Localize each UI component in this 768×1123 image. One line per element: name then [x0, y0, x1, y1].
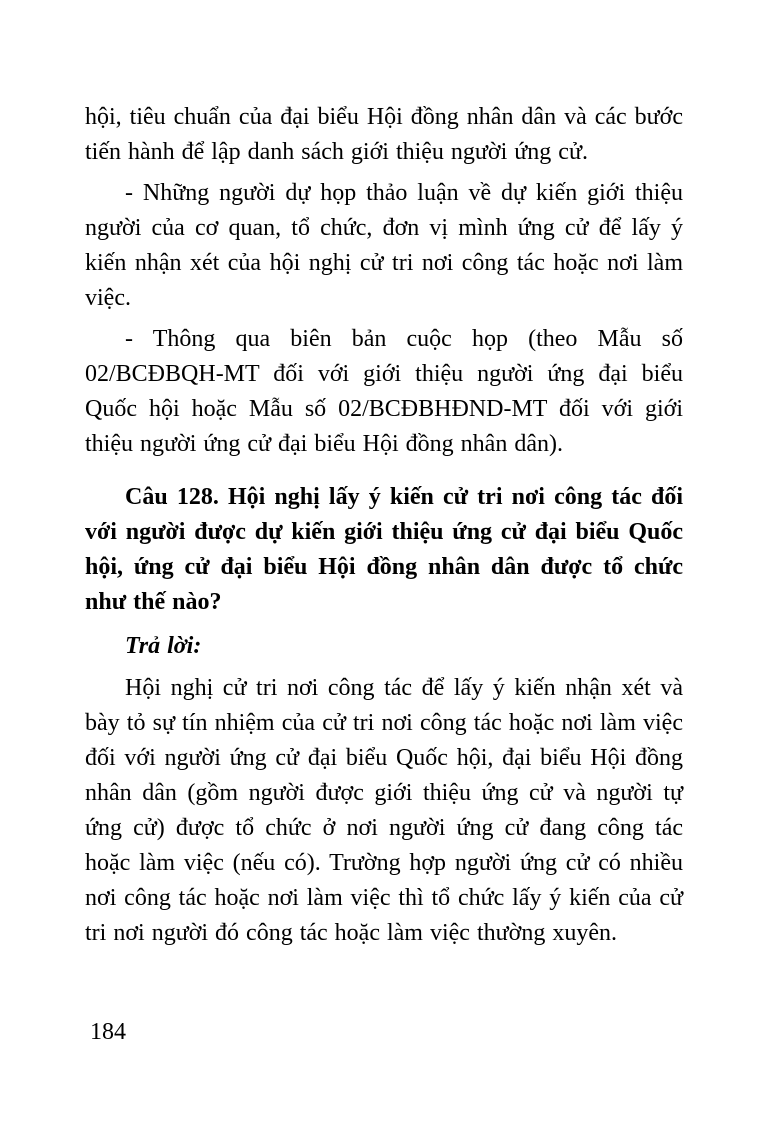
paragraph-continuation: hội, tiêu chuẩn của đại biểu Hội đồng nhân dân và các bước tiến hành để lập danh sách giới thiệu người ứng cử.: [85, 104, 683, 165]
page-number: 184: [90, 1019, 126, 1045]
answer-paragraph: Hội nghị cử tri nơi công tác để lấy ý kiến nhận xét và bày tỏ sự tín nhiệm của cử tri nơi công tác hoặc nơi làm việc đối với người ứng cử đại biểu Quốc hội, đại biểu Hội đồng nhân dân (gồm người được giới thiệu ứng cử và người tự ứng cử) được tổ chức ở nơi người ứng cử đang công tác hoặc làm việc (nếu có). Trường hợp người ứng cử có nhiều nơi công tác hoặc nơi làm việc thì tổ chức lấy ý kiến của cử tri nơi người đó công tác hoặc làm việc thường xuyên.: [85, 675, 683, 946]
page-body-text: [85, 100, 683, 951]
bullet-paragraph-discussion: - Những người dự họp thảo luận về dự kiến giới thiệu người của cơ quan, tổ chức, đơn vị mình ứng cử để lấy ý kiến nhận xét của hội nghị cử tri nơi công tác hoặc nơi làm việc.: [85, 180, 683, 311]
question-heading: Câu 128. Hội nghị lấy ý kiến cử tri nơi công tác đối với người được dự kiến giới thiệu ứng cử đại biểu Quốc hội, ứng cử đại biểu Hội đồng nhân dân được tổ chức như thế nào?: [85, 484, 683, 615]
answer-label: Trả lời:: [125, 633, 202, 659]
bullet-paragraph-minutes: - Thông qua biên bản cuộc họp (theo Mẫu số 02/BCĐBQH-MT đối với giới thiệu người ứng đại biểu Quốc hội hoặc Mẫu số 02/BCĐBHĐND-MT đối với giới thiệu người ứng cử đại biểu Hội đồng nhân dân).: [85, 326, 683, 457]
